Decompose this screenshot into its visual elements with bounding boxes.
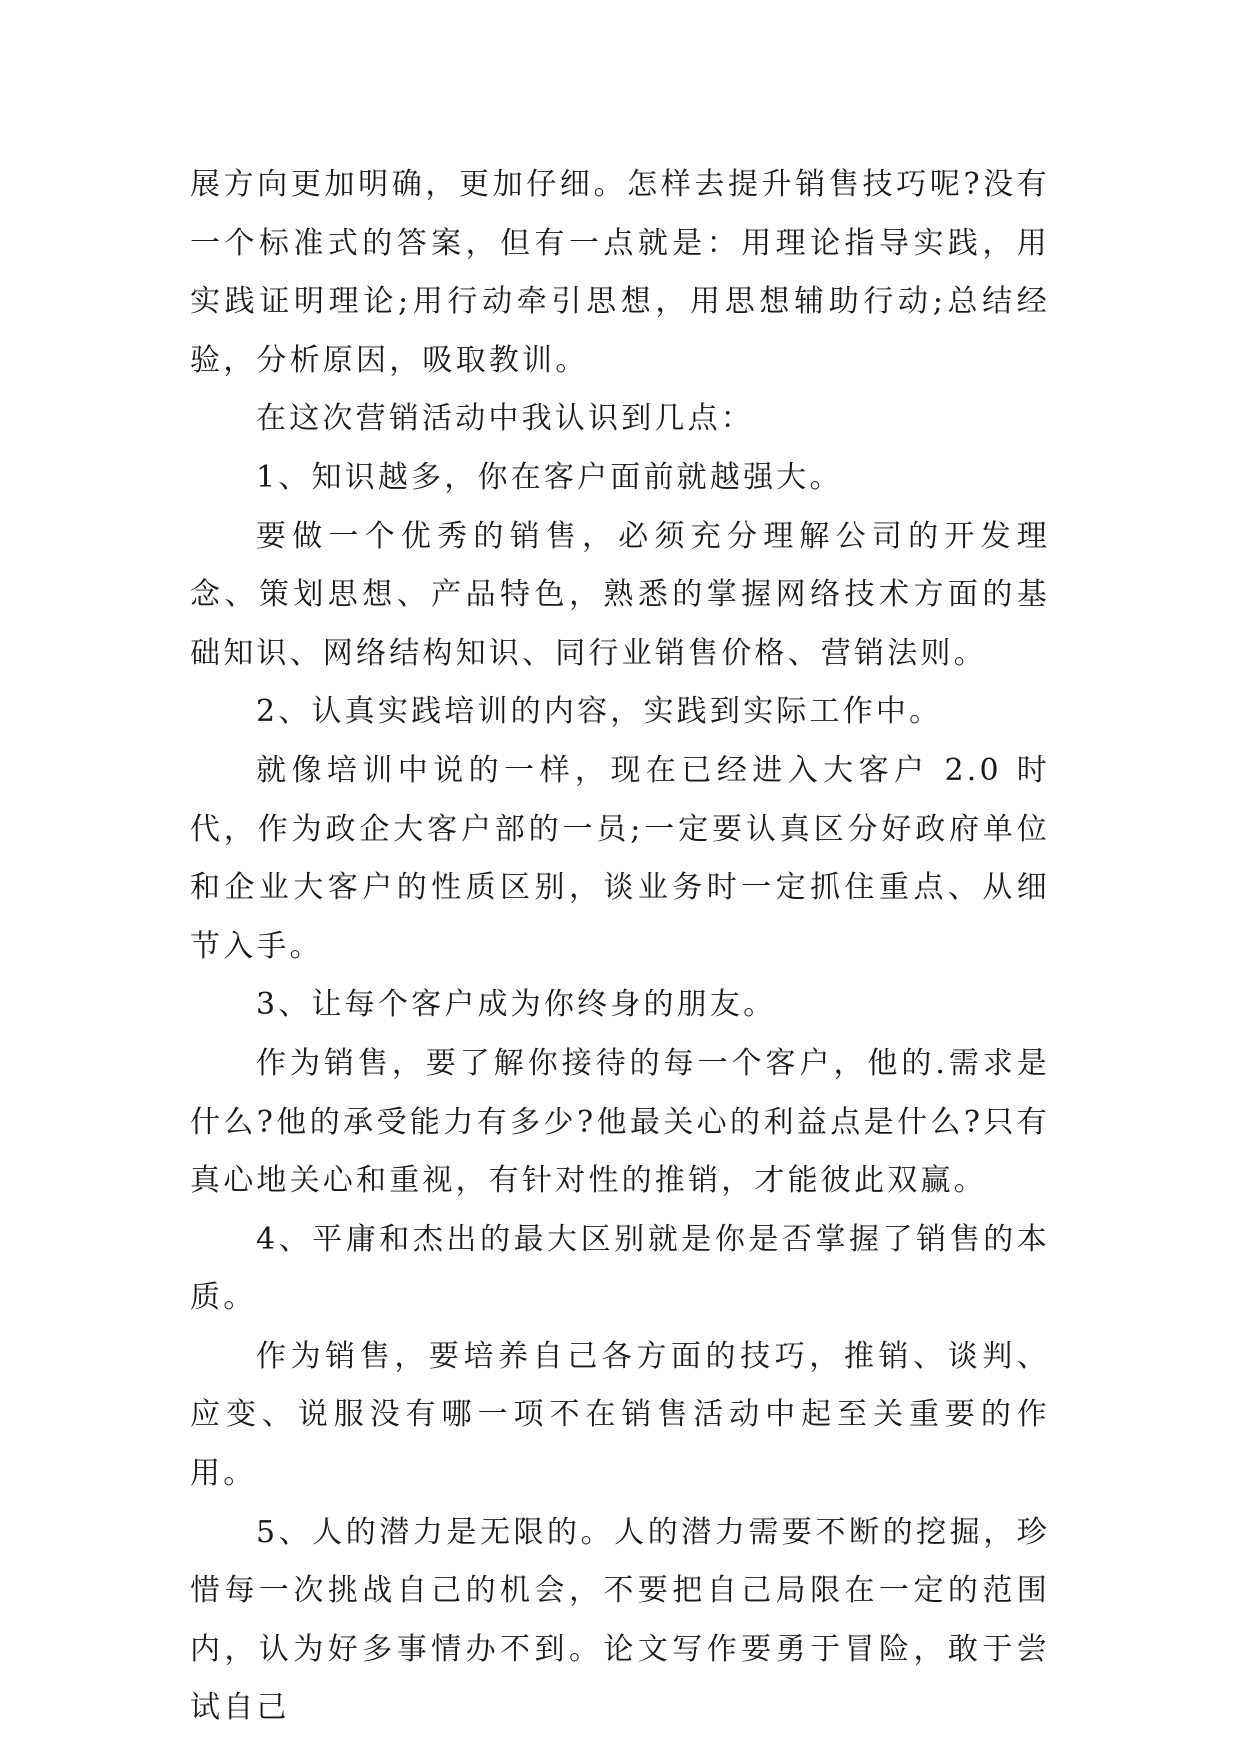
point-2-heading: 2、认真实践培训的内容，实践到实际工作中。 (256, 694, 943, 730)
point-2-body: 就像培训中说的一样，现在已经进入大客户 2.0 时代，作为政企大客户部的一员;一定要认真区分好政府单位和企业大客户的性质区别，谈业务时一定抓住重点、从细节入手。 (190, 752, 1050, 964)
point-3-heading: 3、让每个客户成为你终身的朋友。 (256, 987, 777, 1023)
point-1-body: 要做一个优秀的销售，必须充分理解公司的开发理念、策划思想、产品特色，熟悉的掌握网络技术方面的基础知识、网络结构知识、同行业销售价格、营销法则。 (190, 518, 1050, 671)
body-text (190, 156, 1050, 1738)
point-5-paragraph: 5、人的潜力是无限的。人的潜力需要不断的挖掘，珍惜每一次挑战自己的机会，不要把自己局限在一定的范围内，认为好多事情办不到。论文写作要勇于冒险，敢于尝试自己 (190, 1514, 1050, 1726)
point-1-heading: 1、知识越多，你在客户面前就越强大。 (256, 459, 843, 495)
point-4-heading: 4、平庸和杰出的最大区别就是你是否掌握了销售的本质。 (190, 1221, 1050, 1316)
point-3-body: 作为销售，要了解你接待的每一个客户，他的.需求是什么?他的承受能力有多少?他最关心的利益点是什么?只有真心地关心和重视，有针对性的推销，才能彼此双赢。 (190, 1045, 1050, 1199)
paragraph-continuation: 展方向更加明确，更加仔细。怎样去提升销售技巧呢?没有一个标准式的答案，但有一点就是：用理论指导实践，用实践证明理论;用行动牵引思想，用思想辅助行动;总结经验，分析原因，吸取教训。 (190, 167, 1050, 378)
point-4-body: 作为销售，要培养自己各方面的技巧，推销、谈判、应变、说服没有哪一项不在销售活动中起至关重要的作用。 (190, 1338, 1050, 1492)
paragraph-intro: 在这次营销活动中我认识到几点： (256, 401, 754, 437)
